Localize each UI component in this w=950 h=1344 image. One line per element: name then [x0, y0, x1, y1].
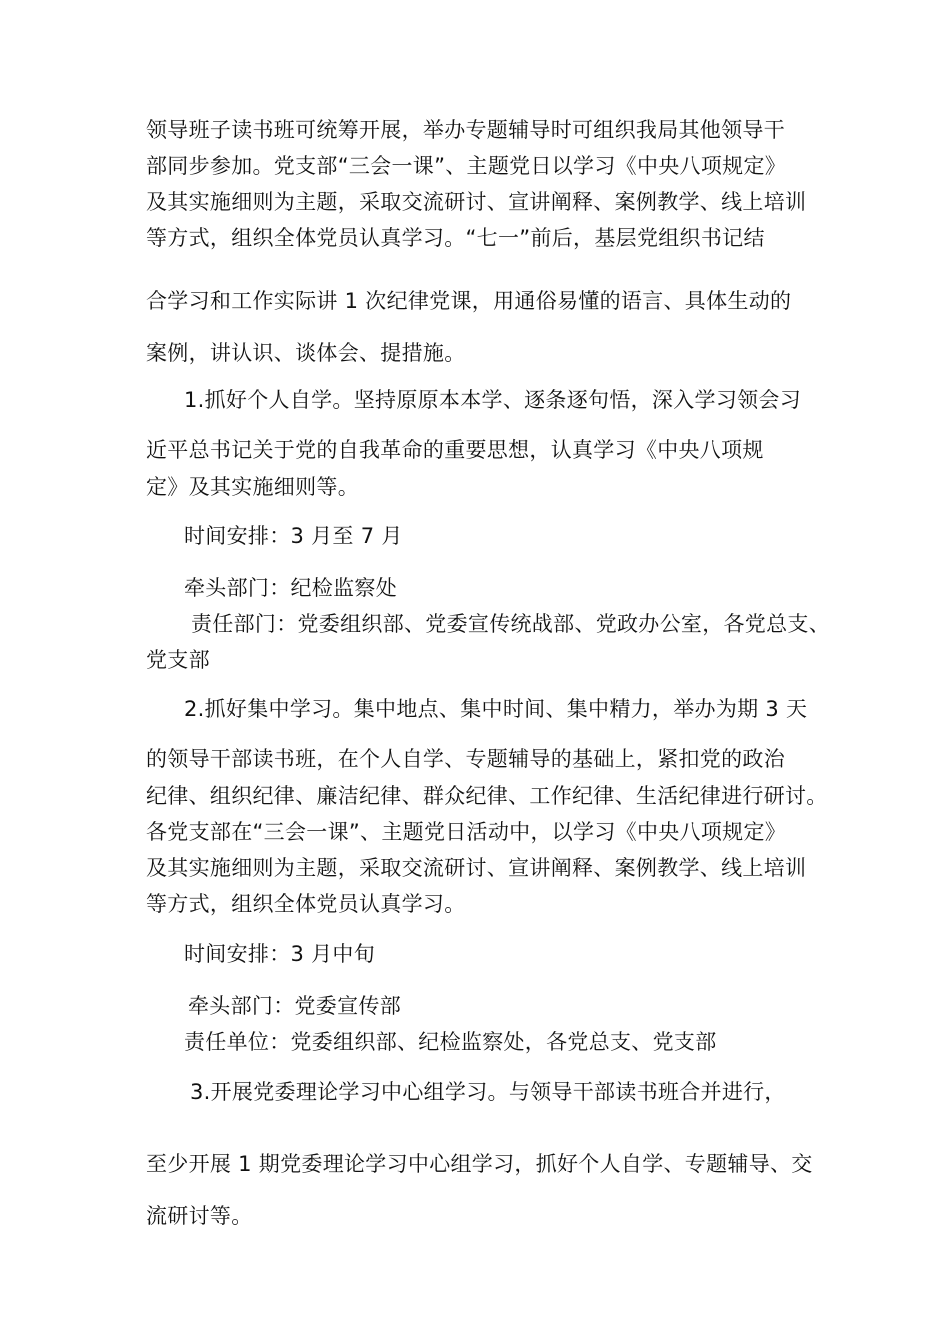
text-line: 各党支部在“三会一课”、主题党日活动中，以学习《中央八项规定》	[146, 820, 787, 844]
lead-department-line: 牵头部门：党委宣传部	[188, 994, 401, 1018]
text-line: 的领导干部读书班，在个人自学、专题辅导的基础上，紧扣党的政治	[146, 747, 785, 771]
text-line: 及其实施细则为主题，采取交流研讨、宣讲阐释、案例教学、线上培训	[146, 856, 807, 880]
lead-department-line: 牵头部门：纪检监察处	[184, 576, 397, 600]
text-line: 至少开展 1 期党委理论学习中心组学习，抓好个人自学、专题辅导、交	[146, 1152, 813, 1176]
responsible-department-line: 责任部门：党委组织部、党委宣传统战部、党政办公室，各党总支、	[191, 612, 830, 636]
section-heading-3: 3.开展党委理论学习中心组学习。与领导干部读书班合并进行，	[190, 1080, 786, 1104]
text-line: 合学习和工作实际讲 1 次纪律党课，用通俗易懂的语言、具体生动的	[146, 289, 792, 313]
text-line: 流研讨等。	[146, 1204, 253, 1228]
text-line: 案例，讲认识、谈体会、提措施。	[146, 341, 466, 365]
text-line: 纪律、组织纪律、廉洁纪律、群众纪律、工作纪律、生活纪律进行研讨。	[146, 784, 828, 808]
text-line: 定》及其实施细则等。	[146, 475, 359, 499]
text-line: 等方式，组织全体党员认真学习。	[146, 892, 466, 916]
section-heading-1: 1.抓好个人自学。坚持原原本本学、逐条逐句悟，深入学习领会习	[184, 388, 802, 412]
text-line: 领导班子读书班可统筹开展，举办专题辅导时可组织我局其他领导干	[146, 118, 785, 142]
text-line: 党支部	[146, 648, 210, 672]
responsible-unit-line: 责任单位：党委组织部、纪检监察处，各党总支、党支部	[184, 1030, 717, 1054]
section-heading-2: 2.抓好集中学习。集中地点、集中时间、集中精力，举办为期 3 天	[184, 697, 808, 721]
text-line: 及其实施细则为主题，采取交流研讨、宣讲阐释、案例教学、线上培训	[146, 190, 807, 214]
text-line: 部同步参加。党支部“三会一课”、主题党日以学习《中央八项规定》	[146, 154, 787, 178]
schedule-line: 时间安排：3 月至 7 月	[184, 524, 403, 548]
text-line: 等方式，组织全体党员认真学习。“七一”前后，基层党组织书记结	[146, 226, 765, 250]
schedule-line: 时间安排：3 月中旬	[184, 942, 376, 966]
text-line: 近平总书记关于党的自我革命的重要思想，认真学习《中央八项规	[146, 438, 764, 462]
